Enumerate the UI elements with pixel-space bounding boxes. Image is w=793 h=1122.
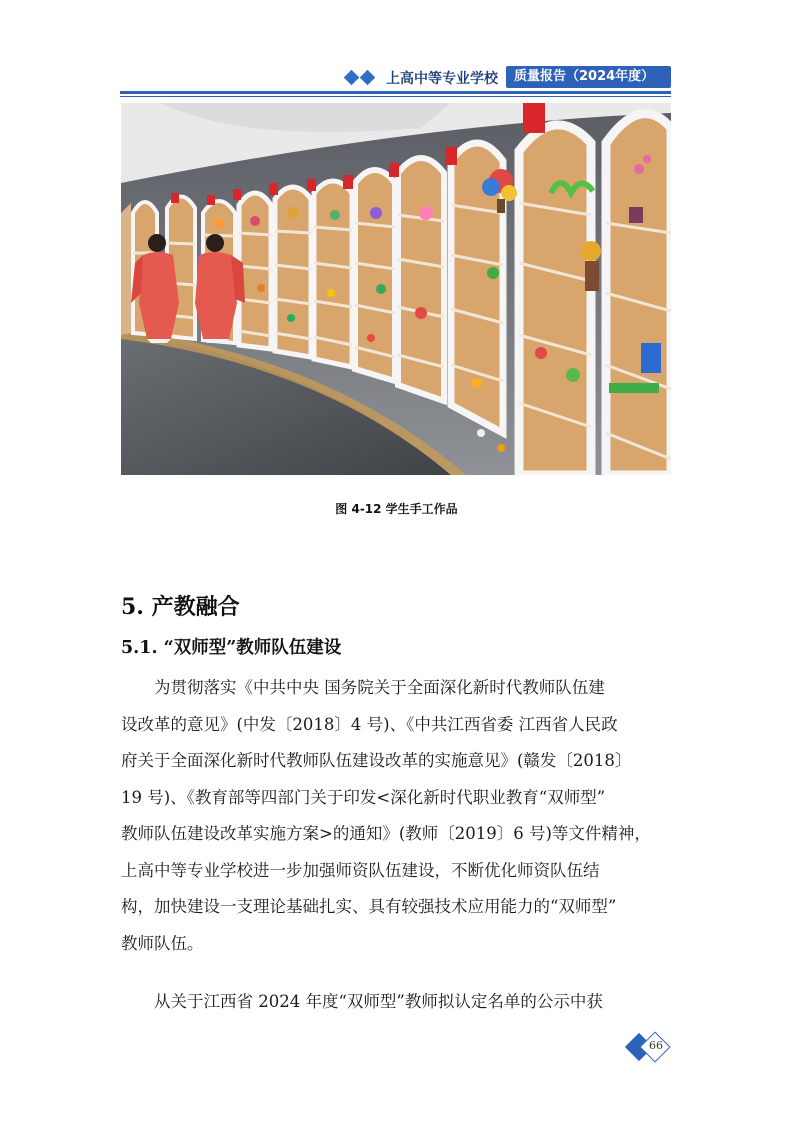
text-line: 从关于江西省 2024 年度“双师型”教师拟认定名单的公示中获 xyxy=(121,992,603,1011)
figure-caption: 图 4-12 学生手工作品 xyxy=(335,502,458,516)
page-header xyxy=(120,62,671,98)
text-line: 设改革的意见》(中发〔2018〕4 号)、《中共江西省委 江西省人民政 xyxy=(121,714,618,734)
text-line: 教师队伍。 xyxy=(121,933,204,953)
section-heading: 5. 产教融合 xyxy=(121,594,240,620)
page-number-badge xyxy=(626,1031,676,1065)
header-rule-thin xyxy=(120,96,671,97)
report-label: 质量报告（2024年度） xyxy=(506,66,671,88)
school-name: 上高中等专业学校 xyxy=(386,71,498,87)
body-paragraph xyxy=(121,670,673,962)
text-line: 上高中等专业学校进一步加强师资队伍建设，不断优化师资队伍结 xyxy=(121,860,600,880)
subsection-heading: 5.1. “双师型”教师队伍建设 xyxy=(121,638,342,658)
diamond-icon xyxy=(344,70,380,86)
student-handicraft-photo xyxy=(121,103,671,475)
text-line: 为贯彻落实《中共中央 国务院关于全面深化新时代教师队伍建 xyxy=(121,678,605,697)
page-number: 66 xyxy=(649,1039,663,1052)
header-rule xyxy=(120,91,671,94)
text-line: 构，加快建设一支理论基础扎实、具有较强技术应用能力的“双师型” xyxy=(121,897,617,916)
text-line: 19 号)、《教育部等四部门关于印发<深化新时代职业教育“双师型” xyxy=(121,787,606,807)
text-line: 府关于全面深化新时代教师队伍建设改革的实施意见》(赣发〔2018〕 xyxy=(121,751,632,770)
body-paragraph xyxy=(121,984,673,1021)
text-line: 教师队伍建设改革实施方案>的通知》(教师〔2019〕6 号)等文件精神， xyxy=(121,824,651,843)
